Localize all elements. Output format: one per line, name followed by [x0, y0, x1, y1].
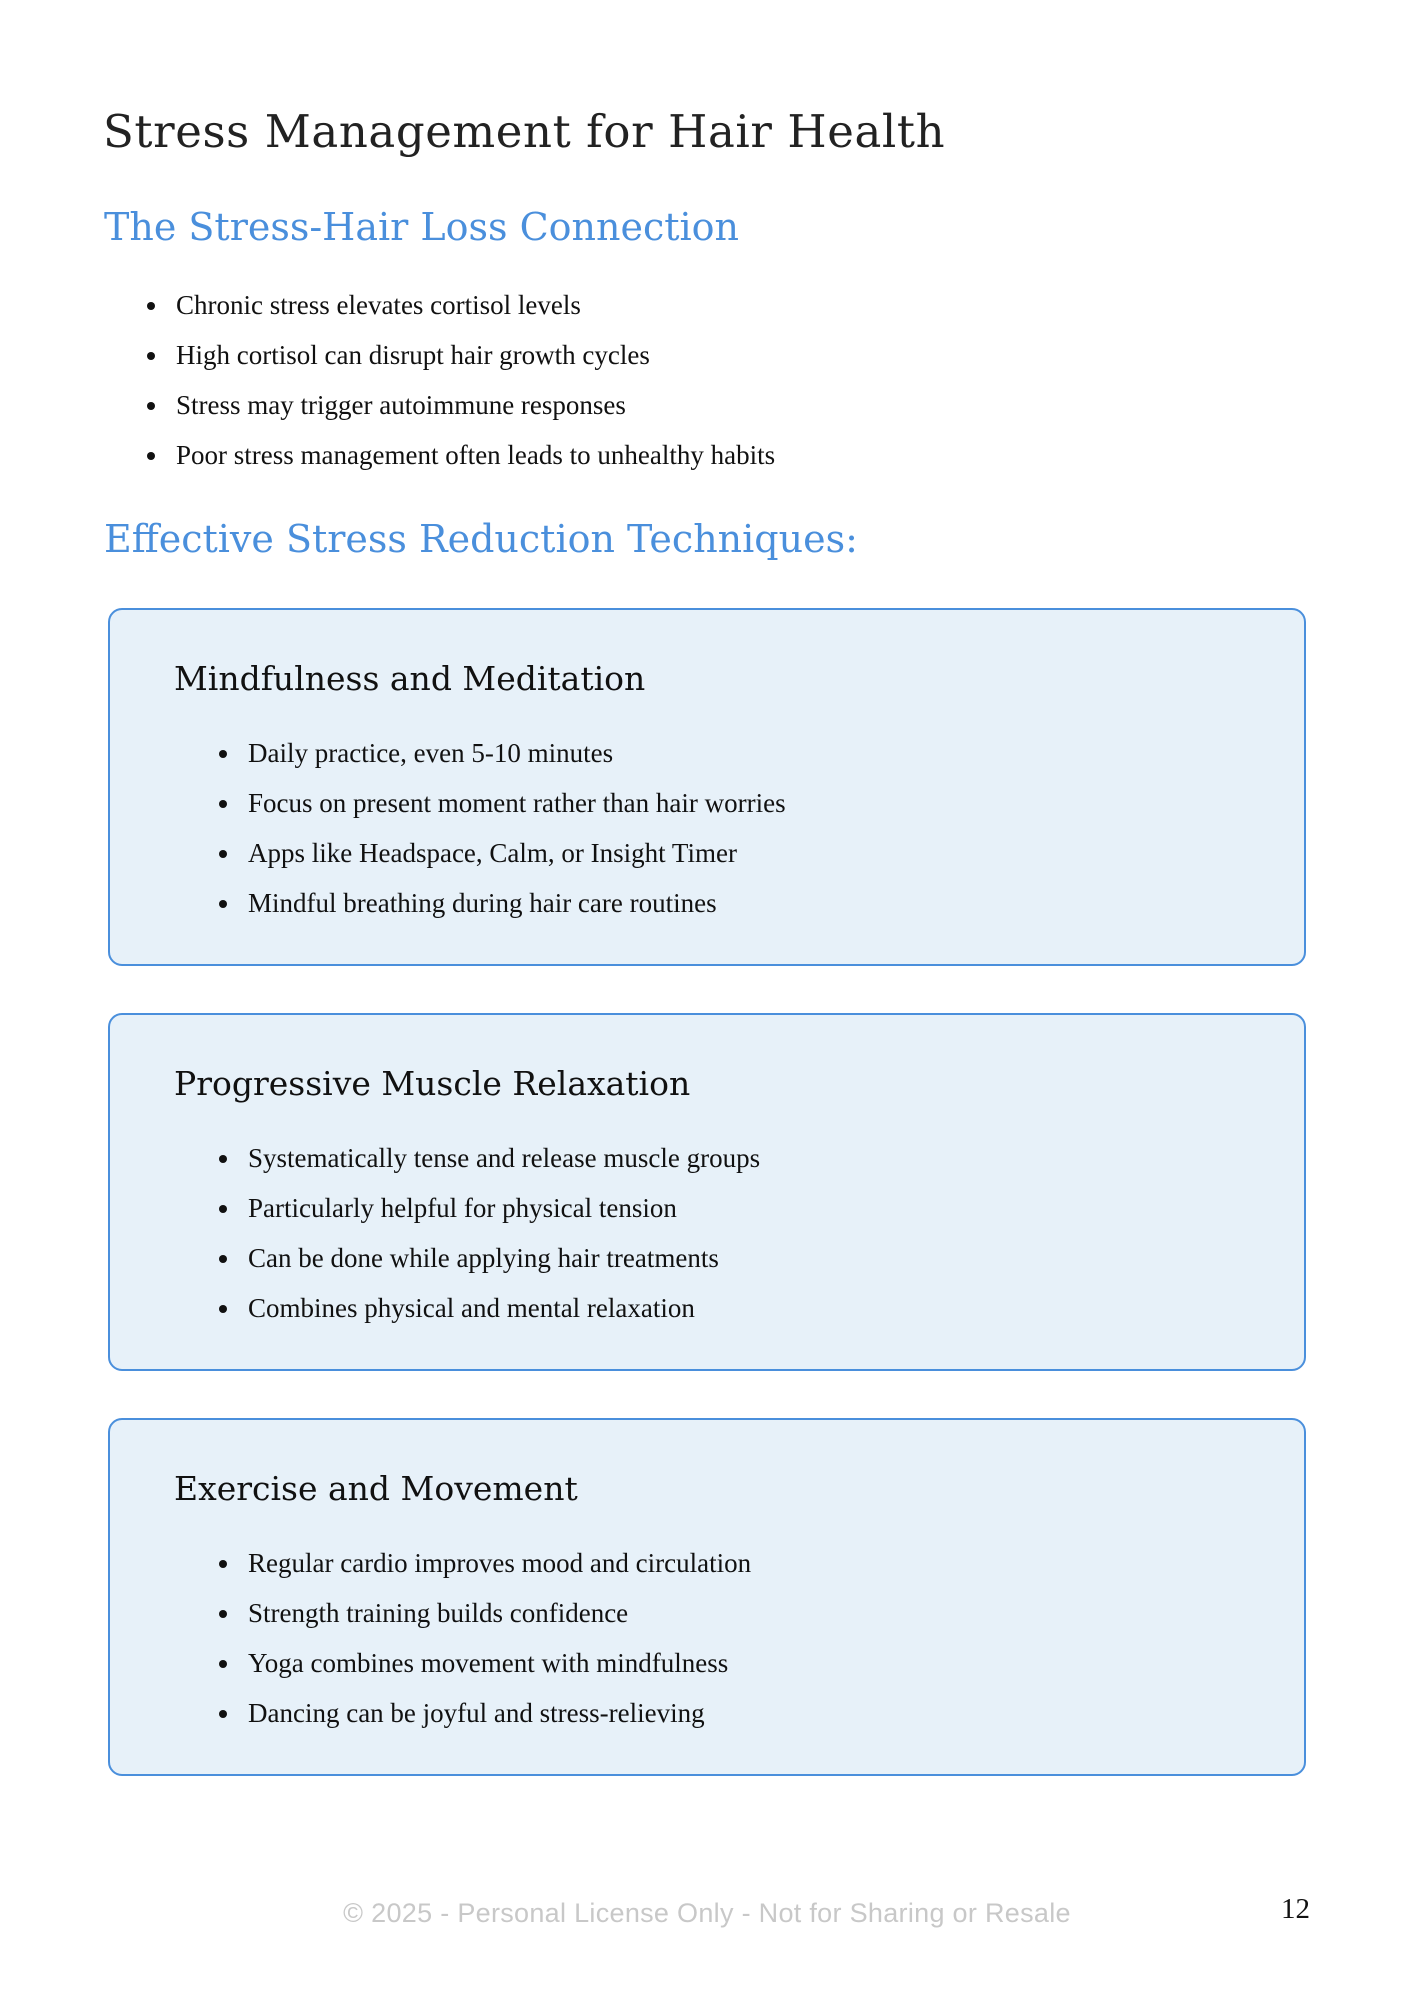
license-footer: © 2025 - Personal License Only - Not for Sharing or Resale: [343, 1898, 1071, 1928]
list-item: Combines physical and mental relaxation: [216, 1283, 760, 1333]
list-item: Systematically tense and release muscle groups: [216, 1133, 760, 1183]
card-title: Exercise and Movement: [174, 1469, 578, 1508]
list-item: Yoga combines movement with mindfulness: [216, 1638, 751, 1688]
card-list: [216, 728, 786, 928]
technique-card-muscle-relaxation: [108, 1013, 1306, 1371]
list-item: Mindful breathing during hair care routines: [216, 878, 786, 928]
list-item: Poor stress management often leads to unhealthy habits: [144, 430, 775, 480]
section-heading-connection: The Stress-Hair Loss Connection: [104, 205, 740, 249]
list-item: Chronic stress elevates cortisol levels: [144, 280, 775, 330]
list-item: Stress may trigger autoimmune responses: [144, 380, 775, 430]
technique-card-mindfulness: [108, 608, 1306, 966]
card-list: [216, 1133, 760, 1333]
list-item: Dancing can be joyful and stress-relieving: [216, 1688, 751, 1738]
list-item: Focus on present moment rather than hair worries: [216, 778, 786, 828]
page-title: Stress Management for Hair Health: [103, 105, 946, 158]
list-item: Daily practice, even 5-10 minutes: [216, 728, 786, 778]
technique-card-exercise: [108, 1418, 1306, 1776]
card-title: Progressive Muscle Relaxation: [174, 1064, 691, 1103]
card-title: Mindfulness and Meditation: [174, 659, 646, 698]
list-item: Can be done while applying hair treatments: [216, 1233, 760, 1283]
list-item: Apps like Headspace, Calm, or Insight Timer: [216, 828, 786, 878]
section-heading-techniques: Effective Stress Reduction Techniques:: [104, 517, 858, 561]
list-item: Regular cardio improves mood and circulation: [216, 1538, 751, 1588]
list-item: Strength training builds confidence: [216, 1588, 751, 1638]
page-number: 12: [1281, 1893, 1310, 1925]
card-list: [216, 1538, 751, 1738]
list-item: Particularly helpful for physical tension: [216, 1183, 760, 1233]
connection-list: [144, 280, 775, 480]
list-item: High cortisol can disrupt hair growth cycles: [144, 330, 775, 380]
